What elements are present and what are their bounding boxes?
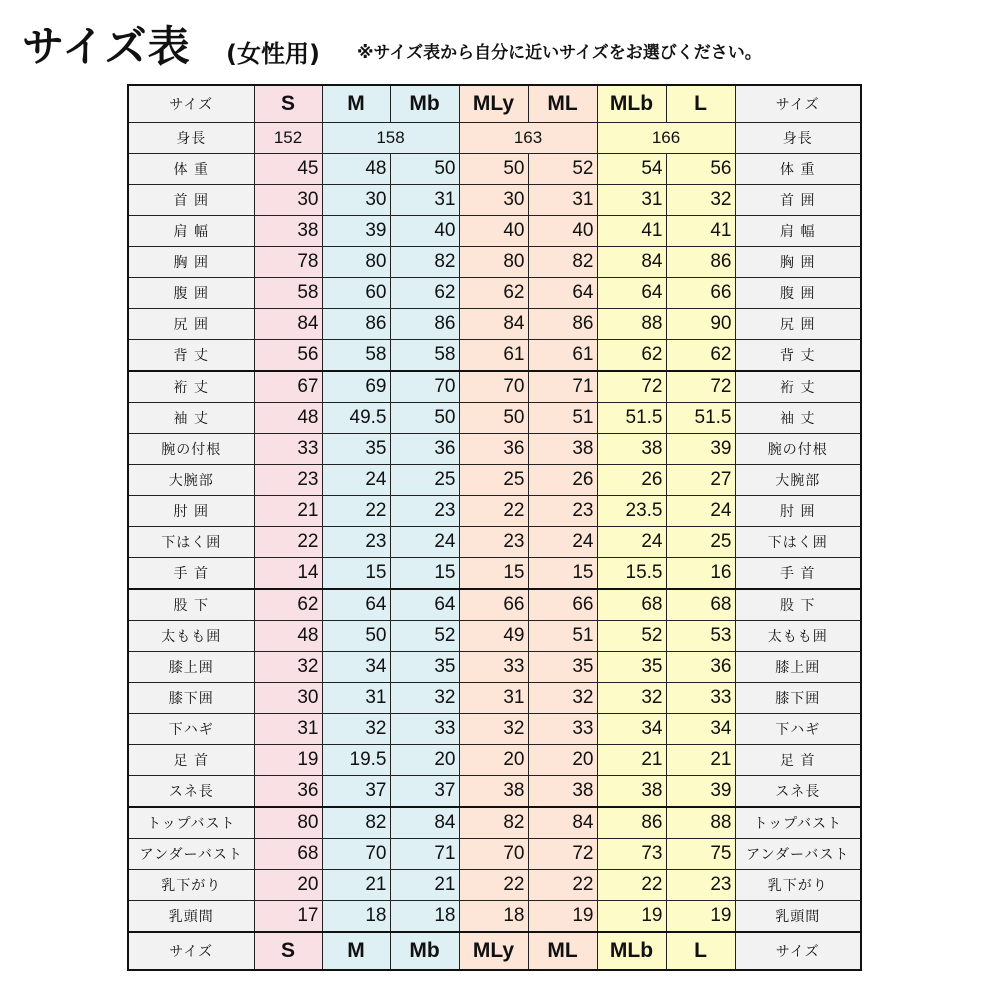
row-label-left: 股 下 — [128, 589, 254, 621]
value-cell: 40 — [528, 216, 597, 247]
value-cell: 50 — [390, 403, 459, 434]
value-cell: 24 — [666, 496, 735, 527]
value-cell: 32 — [459, 714, 528, 745]
value-cell: 37 — [322, 776, 390, 808]
page-subtitle: (女性用) — [226, 40, 320, 68]
size-header-mlb: MLb — [597, 932, 666, 970]
value-cell: 33 — [254, 434, 322, 465]
value-cell: 54 — [597, 154, 666, 185]
value-cell: 64 — [390, 589, 459, 621]
value-cell: 24 — [528, 527, 597, 558]
value-cell: 68 — [597, 589, 666, 621]
value-cell: 32 — [528, 683, 597, 714]
value-cell: 18 — [459, 901, 528, 933]
measurement-row — [128, 154, 861, 185]
value-cell: 73 — [597, 839, 666, 870]
measurement-row — [128, 839, 861, 870]
value-cell: 19 — [528, 901, 597, 933]
value-cell: 84 — [254, 309, 322, 340]
value-cell: 86 — [597, 807, 666, 839]
value-cell: 35 — [322, 434, 390, 465]
measurement-row — [128, 901, 861, 933]
size-label-right: サイズ — [735, 932, 861, 970]
value-cell: 56 — [254, 340, 322, 372]
value-cell: 21 — [390, 870, 459, 901]
row-label-left: 肘 囲 — [128, 496, 254, 527]
value-cell: 23 — [528, 496, 597, 527]
row-label-right: 尻 囲 — [735, 309, 861, 340]
value-cell: 69 — [322, 371, 390, 403]
value-cell: 78 — [254, 247, 322, 278]
row-label-right: 背 丈 — [735, 340, 861, 372]
value-cell: 38 — [597, 776, 666, 808]
row-label-left: 手 首 — [128, 558, 254, 590]
value-cell: 30 — [459, 185, 528, 216]
height-row — [128, 123, 861, 154]
row-label-right: アンダーバスト — [735, 839, 861, 870]
measurement-row — [128, 589, 861, 621]
value-cell: 38 — [528, 434, 597, 465]
value-cell: 25 — [666, 527, 735, 558]
measurement-row — [128, 216, 861, 247]
row-label-right: 足 首 — [735, 745, 861, 776]
value-cell: 34 — [666, 714, 735, 745]
row-label-right: 肘 囲 — [735, 496, 861, 527]
value-cell: 45 — [254, 154, 322, 185]
value-cell: 22 — [322, 496, 390, 527]
value-cell: 22 — [597, 870, 666, 901]
value-cell: 62 — [666, 340, 735, 372]
measurement-row — [128, 776, 861, 808]
value-cell: 34 — [597, 714, 666, 745]
value-cell: 70 — [322, 839, 390, 870]
row-label-left: 足 首 — [128, 745, 254, 776]
value-cell: 34 — [322, 652, 390, 683]
measurement-row — [128, 371, 861, 403]
value-cell: 41 — [597, 216, 666, 247]
value-cell: 20 — [390, 745, 459, 776]
value-cell: 19.5 — [322, 745, 390, 776]
value-cell: 68 — [666, 589, 735, 621]
value-cell: 22 — [459, 496, 528, 527]
value-cell: 52 — [528, 154, 597, 185]
row-label-left: 袖 丈 — [128, 403, 254, 434]
row-label-right: 肩 幅 — [735, 216, 861, 247]
value-cell: 86 — [666, 247, 735, 278]
measurement-row — [128, 527, 861, 558]
measurement-row — [128, 496, 861, 527]
row-label-left: アンダーバスト — [128, 839, 254, 870]
value-cell: 31 — [459, 683, 528, 714]
value-cell: 26 — [528, 465, 597, 496]
value-cell: 51 — [528, 403, 597, 434]
value-cell: 38 — [459, 776, 528, 808]
value-cell: 61 — [459, 340, 528, 372]
size-header-mly: MLy — [459, 85, 528, 123]
value-cell: 21 — [666, 745, 735, 776]
value-cell: 32 — [390, 683, 459, 714]
value-cell: 50 — [459, 403, 528, 434]
value-cell: 21 — [254, 496, 322, 527]
row-label-left: 太もも囲 — [128, 621, 254, 652]
value-cell: 39 — [322, 216, 390, 247]
value-cell: 37 — [390, 776, 459, 808]
row-label-left: 膝下囲 — [128, 683, 254, 714]
value-cell: 62 — [254, 589, 322, 621]
value-cell: 72 — [597, 371, 666, 403]
size-table — [127, 84, 862, 971]
size-header-ml: ML — [528, 932, 597, 970]
value-cell: 23.5 — [597, 496, 666, 527]
value-cell: 84 — [597, 247, 666, 278]
value-cell: 31 — [254, 714, 322, 745]
value-cell: 19 — [666, 901, 735, 933]
value-cell: 53 — [666, 621, 735, 652]
value-cell: 22 — [528, 870, 597, 901]
value-cell: 22 — [254, 527, 322, 558]
page-title: サイズ表 — [22, 22, 191, 71]
value-cell: 80 — [459, 247, 528, 278]
instruction-note: ※サイズ表から自分に近いサイズをお選びください。 — [357, 43, 762, 63]
value-cell: 67 — [254, 371, 322, 403]
size-label-left: サイズ — [128, 932, 254, 970]
value-cell: 15 — [322, 558, 390, 590]
value-cell: 23 — [254, 465, 322, 496]
measurement-row — [128, 807, 861, 839]
value-cell: 51.5 — [666, 403, 735, 434]
row-label-left: 背 丈 — [128, 340, 254, 372]
value-cell: 40 — [459, 216, 528, 247]
value-cell: 48 — [254, 403, 322, 434]
value-cell: 60 — [322, 278, 390, 309]
value-cell: 17 — [254, 901, 322, 933]
value-cell: 39 — [666, 434, 735, 465]
value-cell: 64 — [322, 589, 390, 621]
value-cell: 66 — [528, 589, 597, 621]
value-cell: 48 — [322, 154, 390, 185]
value-cell: 40 — [390, 216, 459, 247]
value-cell: 18 — [390, 901, 459, 933]
size-header-s: S — [254, 932, 322, 970]
value-cell: 31 — [390, 185, 459, 216]
value-cell: 62 — [597, 340, 666, 372]
row-label-left: 体 重 — [128, 154, 254, 185]
value-cell: 21 — [322, 870, 390, 901]
value-cell: 31 — [322, 683, 390, 714]
value-cell: 61 — [528, 340, 597, 372]
value-cell: 21 — [597, 745, 666, 776]
height-value: 152 — [254, 123, 322, 154]
value-cell: 52 — [390, 621, 459, 652]
value-cell: 23 — [666, 870, 735, 901]
value-cell: 23 — [322, 527, 390, 558]
value-cell: 20 — [459, 745, 528, 776]
value-cell: 22 — [459, 870, 528, 901]
value-cell: 15 — [459, 558, 528, 590]
value-cell: 32 — [322, 714, 390, 745]
value-cell: 62 — [390, 278, 459, 309]
value-cell: 32 — [254, 652, 322, 683]
row-label-right: 袖 丈 — [735, 403, 861, 434]
value-cell: 16 — [666, 558, 735, 590]
value-cell: 36 — [666, 652, 735, 683]
size-header-s: S — [254, 85, 322, 123]
value-cell: 25 — [390, 465, 459, 496]
value-cell: 72 — [666, 371, 735, 403]
value-cell: 33 — [459, 652, 528, 683]
value-cell: 72 — [528, 839, 597, 870]
size-header-l: L — [666, 85, 735, 123]
row-label-right: 裄 丈 — [735, 371, 861, 403]
value-cell: 70 — [459, 371, 528, 403]
row-label-left: 膝上囲 — [128, 652, 254, 683]
row-label-left: 下はく囲 — [128, 527, 254, 558]
value-cell: 33 — [390, 714, 459, 745]
value-cell: 86 — [390, 309, 459, 340]
value-cell: 30 — [254, 185, 322, 216]
value-cell: 58 — [322, 340, 390, 372]
value-cell: 50 — [459, 154, 528, 185]
value-cell: 31 — [597, 185, 666, 216]
value-cell: 24 — [390, 527, 459, 558]
size-label-right: サイズ — [735, 85, 861, 123]
row-label-right: 身長 — [735, 123, 861, 154]
row-label-right: 乳下がり — [735, 870, 861, 901]
measurement-row — [128, 683, 861, 714]
measurement-row — [128, 309, 861, 340]
value-cell: 41 — [666, 216, 735, 247]
value-cell: 75 — [666, 839, 735, 870]
value-cell: 38 — [528, 776, 597, 808]
size-header-mly: MLy — [459, 932, 528, 970]
row-label-right: トップバスト — [735, 807, 861, 839]
value-cell: 35 — [390, 652, 459, 683]
measurement-row — [128, 558, 861, 590]
value-cell: 58 — [390, 340, 459, 372]
value-cell: 80 — [322, 247, 390, 278]
value-cell: 27 — [666, 465, 735, 496]
value-cell: 31 — [528, 185, 597, 216]
height-value: 166 — [597, 123, 735, 154]
value-cell: 58 — [254, 278, 322, 309]
value-cell: 19 — [254, 745, 322, 776]
row-label-right: 首 囲 — [735, 185, 861, 216]
value-cell: 84 — [459, 309, 528, 340]
size-header-l: L — [666, 932, 735, 970]
row-label-left: 大腕部 — [128, 465, 254, 496]
value-cell: 52 — [597, 621, 666, 652]
size-header-row-top — [128, 85, 861, 123]
value-cell: 82 — [390, 247, 459, 278]
value-cell: 88 — [666, 807, 735, 839]
row-label-right: 体 重 — [735, 154, 861, 185]
value-cell: 35 — [597, 652, 666, 683]
row-label-right: 大腕部 — [735, 465, 861, 496]
row-label-left: 乳下がり — [128, 870, 254, 901]
size-header-mlb: MLb — [597, 85, 666, 123]
value-cell: 36 — [254, 776, 322, 808]
value-cell: 66 — [459, 589, 528, 621]
size-table-body — [128, 85, 861, 970]
measurement-row — [128, 745, 861, 776]
value-cell: 33 — [528, 714, 597, 745]
row-label-right: 腹 囲 — [735, 278, 861, 309]
size-header-m: M — [322, 932, 390, 970]
row-label-right: 胸 囲 — [735, 247, 861, 278]
value-cell: 86 — [528, 309, 597, 340]
value-cell: 33 — [666, 683, 735, 714]
value-cell: 23 — [390, 496, 459, 527]
measurement-row — [128, 434, 861, 465]
value-cell: 56 — [666, 154, 735, 185]
value-cell: 68 — [254, 839, 322, 870]
value-cell: 71 — [390, 839, 459, 870]
row-label-right: 下ハギ — [735, 714, 861, 745]
value-cell: 15 — [528, 558, 597, 590]
value-cell: 26 — [597, 465, 666, 496]
value-cell: 84 — [528, 807, 597, 839]
row-label-right: 膝上囲 — [735, 652, 861, 683]
row-label-left: トップバスト — [128, 807, 254, 839]
row-label-right: 乳頭間 — [735, 901, 861, 933]
row-label-left: 肩 幅 — [128, 216, 254, 247]
value-cell: 51.5 — [597, 403, 666, 434]
value-cell: 18 — [322, 901, 390, 933]
value-cell: 70 — [459, 839, 528, 870]
measurement-row — [128, 652, 861, 683]
value-cell: 20 — [528, 745, 597, 776]
measurement-row — [128, 340, 861, 372]
row-label-right: 太もも囲 — [735, 621, 861, 652]
size-chart — [127, 84, 860, 992]
measurement-row — [128, 621, 861, 652]
value-cell: 82 — [459, 807, 528, 839]
size-label-left: サイズ — [128, 85, 254, 123]
size-header-mb: Mb — [390, 932, 459, 970]
value-cell: 23 — [459, 527, 528, 558]
value-cell: 82 — [528, 247, 597, 278]
value-cell: 49.5 — [322, 403, 390, 434]
row-label-right: 下はく囲 — [735, 527, 861, 558]
value-cell: 24 — [597, 527, 666, 558]
measurement-row — [128, 714, 861, 745]
value-cell: 48 — [254, 621, 322, 652]
value-cell: 90 — [666, 309, 735, 340]
value-cell: 51 — [528, 621, 597, 652]
row-label-right: 腕の付根 — [735, 434, 861, 465]
value-cell: 15 — [390, 558, 459, 590]
height-value: 158 — [322, 123, 459, 154]
measurement-row — [128, 247, 861, 278]
value-cell: 49 — [459, 621, 528, 652]
row-label-left: 胸 囲 — [128, 247, 254, 278]
row-label-left: 身長 — [128, 123, 254, 154]
size-header-m: M — [322, 85, 390, 123]
row-label-left: 裄 丈 — [128, 371, 254, 403]
measurement-row — [128, 870, 861, 901]
value-cell: 84 — [390, 807, 459, 839]
value-cell: 62 — [459, 278, 528, 309]
row-label-left: 腹 囲 — [128, 278, 254, 309]
value-cell: 32 — [666, 185, 735, 216]
value-cell: 38 — [254, 216, 322, 247]
value-cell: 64 — [597, 278, 666, 309]
value-cell: 86 — [322, 309, 390, 340]
row-label-left: 腕の付根 — [128, 434, 254, 465]
value-cell: 14 — [254, 558, 322, 590]
value-cell: 36 — [459, 434, 528, 465]
value-cell: 50 — [390, 154, 459, 185]
value-cell: 30 — [254, 683, 322, 714]
value-cell: 30 — [322, 185, 390, 216]
value-cell: 70 — [390, 371, 459, 403]
row-label-right: 膝下囲 — [735, 683, 861, 714]
size-header-mb: Mb — [390, 85, 459, 123]
size-header-ml: ML — [528, 85, 597, 123]
measurement-row — [128, 278, 861, 309]
value-cell: 15.5 — [597, 558, 666, 590]
value-cell: 35 — [528, 652, 597, 683]
size-header-row-bottom — [128, 932, 861, 970]
row-label-left: 乳頭間 — [128, 901, 254, 933]
row-label-left: スネ長 — [128, 776, 254, 808]
value-cell: 20 — [254, 870, 322, 901]
measurement-row — [128, 403, 861, 434]
value-cell: 80 — [254, 807, 322, 839]
value-cell: 39 — [666, 776, 735, 808]
value-cell: 82 — [322, 807, 390, 839]
height-value: 163 — [459, 123, 597, 154]
value-cell: 19 — [597, 901, 666, 933]
row-label-left: 首 囲 — [128, 185, 254, 216]
row-label-left: 下ハギ — [128, 714, 254, 745]
row-label-left: 尻 囲 — [128, 309, 254, 340]
value-cell: 50 — [322, 621, 390, 652]
row-label-right: 手 首 — [735, 558, 861, 590]
value-cell: 38 — [597, 434, 666, 465]
value-cell: 25 — [459, 465, 528, 496]
value-cell: 24 — [322, 465, 390, 496]
value-cell: 71 — [528, 371, 597, 403]
measurement-row — [128, 465, 861, 496]
value-cell: 64 — [528, 278, 597, 309]
value-cell: 36 — [390, 434, 459, 465]
value-cell: 32 — [597, 683, 666, 714]
row-label-right: 股 下 — [735, 589, 861, 621]
measurement-row — [128, 185, 861, 216]
value-cell: 66 — [666, 278, 735, 309]
row-label-right: スネ長 — [735, 776, 861, 808]
value-cell: 88 — [597, 309, 666, 340]
